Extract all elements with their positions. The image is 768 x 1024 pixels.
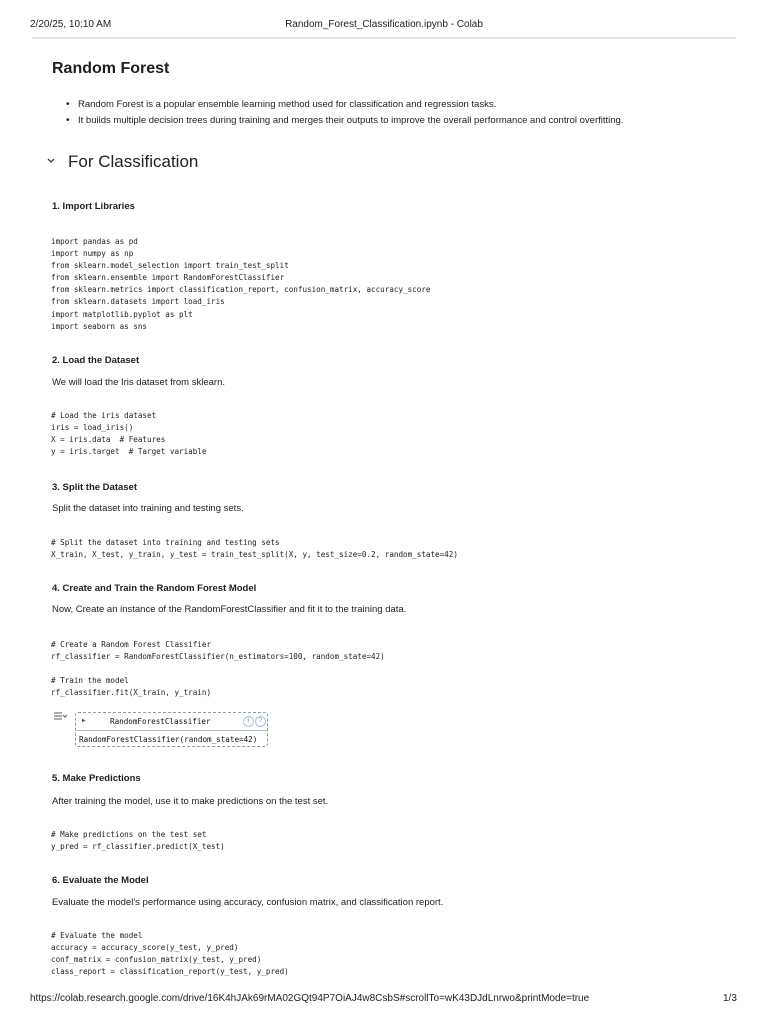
page-number: 1/3 (723, 993, 737, 1004)
print-header-title: Random_Forest_Classification.ipynb - Colab (285, 19, 483, 30)
code-cell[interactable]: # Load the iris dataset iris = load_iris() X = iris.data # Features y = iris.target # Target variable (51, 411, 207, 457)
help-icon[interactable]: ? (255, 716, 266, 727)
estimator-output[interactable] (75, 712, 268, 747)
intro-list (66, 97, 623, 129)
step-heading: 6. Evaluate the Model (52, 875, 149, 886)
notebook-title: Random Forest (52, 60, 170, 77)
print-header-datetime: 2/20/25, 10:10 AM (30, 19, 112, 30)
header-divider (32, 37, 736, 39)
estimator-repr: RandomForestClassifier(random_state=42) (79, 735, 258, 744)
step-text: We will load the Iris dataset from sklearn. (52, 377, 226, 388)
step-heading: 3. Split the Dataset (52, 482, 137, 493)
step-heading: 2. Load the Dataset (52, 355, 140, 366)
section-title: For Classification (68, 152, 199, 171)
code-cell[interactable]: # Split the dataset into training and testing sets X_train, X_test, y_train, y_test = train_test_split(X, y, test_size=0.2, random_state=42) (51, 538, 458, 560)
estimator-name: RandomForestClassifier (110, 717, 211, 726)
step-text: Evaluate the model's performance using accuracy, confusion matrix, and classification report. (52, 897, 444, 908)
intro-bullet: • Random Forest is a popular ensemble learning method used for classification and regression tasks. (66, 97, 623, 113)
print-footer-url: https://colab.research.google.com/drive/16K4hJAk69rMA02GQt94P7OiAJ4w8CsbS#scrollTo=wK43DJdLnrwo&printMode=true (30, 993, 590, 1004)
output-toggle-icon[interactable] (53, 711, 67, 724)
step-heading: 5. Make Predictions (52, 773, 141, 784)
step-heading: 1. Import Libraries (52, 201, 135, 212)
code-cell[interactable]: import pandas as pd import numpy as np from sklearn.model_selection import train_test_split from sklearn.ensemble import RandomForestClassifier from sklearn.metrics import classification_report, confusion_matrix, accuracy_score from sklearn.datasets import load_iris import matplotlib.pyplot as plt import seaborn as sns (51, 237, 431, 331)
step-text: After training the model, use it to make predictions on the test set. (52, 796, 329, 807)
caret-right-icon[interactable]: ▶ (82, 717, 86, 724)
estimator-header[interactable] (76, 713, 267, 731)
chevron-down-icon[interactable] (46, 156, 60, 168)
code-cell[interactable]: # Evaluate the model accuracy = accuracy_score(y_test, y_pred) conf_matrix = confusion_matrix(y_test, y_pred) class_report = classification_report(y_test, y_pred) (51, 931, 289, 977)
code-cell[interactable]: # Create a Random Forest Classifier rf_classifier = RandomForestClassifier(n_estimators=100, random_state=42) # Train the model rf_classifier.fit(X_train, y_train) (51, 640, 385, 698)
section-header[interactable] (46, 152, 198, 172)
step-text: Split the dataset into training and testing sets. (52, 503, 244, 514)
step-heading: 4. Create and Train the Random Forest Model (52, 583, 257, 594)
info-icon[interactable]: i (243, 716, 254, 727)
code-cell[interactable]: # Make predictions on the test set y_pred = rf_classifier.predict(X_test) (51, 830, 225, 852)
step-text: Now, Create an instance of the RandomForestClassifier and fit it to the training data. (52, 604, 407, 615)
intro-bullet: • It builds multiple decision trees during training and merges their outputs to improve the overall performance and control overfitting. (66, 113, 623, 129)
